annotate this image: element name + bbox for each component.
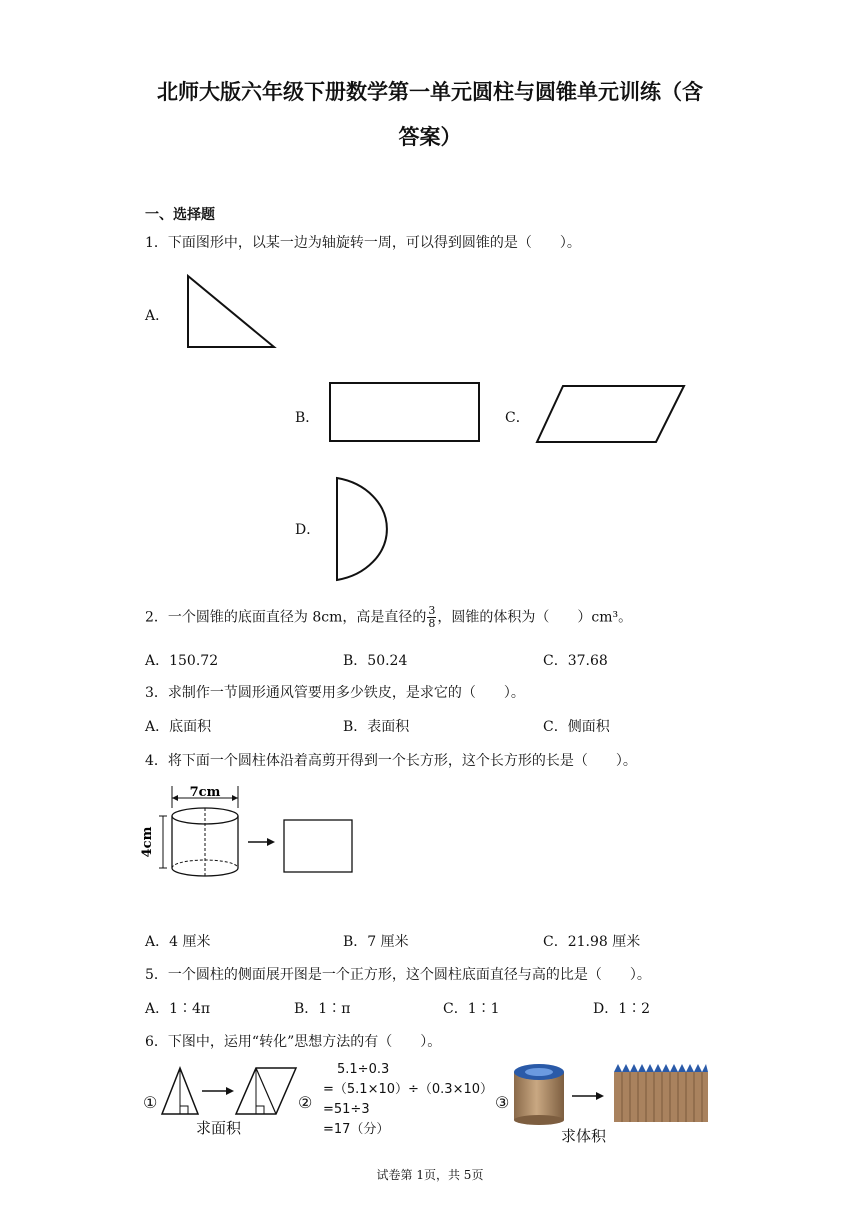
- section-heading: 一、选择题: [145, 207, 215, 223]
- q4-height-label: 4cm: [140, 826, 155, 858]
- q6-marker-2: ②: [298, 1093, 313, 1112]
- q1-right-triangle-figure: [186, 274, 278, 350]
- question-1-text: 1．下面图形中，以某一边为轴旋转一周，可以得到圆锥的是（ ）。: [145, 235, 581, 251]
- page-footer: 试卷第 1页，共 5页: [376, 1168, 484, 1182]
- q6-caption-area: 求面积: [196, 1119, 242, 1137]
- q6-caption-volume: 求体积: [561, 1127, 607, 1145]
- q4-width-label: 7cm: [189, 785, 221, 800]
- q2-fraction-denominator: 8: [428, 617, 436, 630]
- q4-option-a: A．4 厘米: [145, 934, 211, 950]
- q6-cylinder-to-cuboid-figure: [512, 1060, 712, 1126]
- q6-calc-line-1: 5.1÷0.3: [337, 1062, 390, 1077]
- q5-option-b: B．1∶π: [294, 1001, 351, 1017]
- q6-marker-3: ③: [495, 1093, 510, 1112]
- q2-option-a: A．150.72: [145, 653, 219, 669]
- q2-option-c: C．37.68: [543, 653, 608, 669]
- question-2-text: [145, 605, 632, 630]
- q4-option-b: B．7 厘米: [343, 934, 409, 950]
- q1-semicircle-figure: [335, 476, 403, 584]
- question-3-text: 3．求制作一节圆形通风管要用多少铁皮，是求它的（ ）。: [145, 685, 525, 701]
- q6-marker-1: ①: [143, 1093, 158, 1112]
- q1-option-b-label: B．: [295, 410, 320, 426]
- q1-option-d-label: D．: [295, 522, 321, 538]
- question-5-text: 5．一个圆柱的侧面展开图是一个正方形，这个圆柱底面直径与高的比是（ ）。: [145, 967, 651, 983]
- question-6-text: 6．下图中，运用“转化”思想方法的有（ ）。: [145, 1034, 442, 1050]
- q6-triangle-to-parallelogram-figure: [160, 1066, 300, 1118]
- q6-calc-line-2: =（5.1×10）÷（0.3×10）: [323, 1082, 494, 1097]
- question-4-text: 4．将下面一个圆柱体沿着高剪开得到一个长方形，这个长方形的长是（ ）。: [145, 753, 637, 769]
- q1-rectangle-figure: [329, 382, 481, 444]
- q6-calc-line-3: =51÷3: [323, 1102, 370, 1117]
- q5-option-c: C．1∶1: [443, 1001, 500, 1017]
- page-title: 北师大版六年级下册数学第一单元圆柱与圆锥单元训练（含: [157, 80, 703, 104]
- q1-option-c-label: C．: [505, 410, 530, 426]
- q3-option-c: C．侧面积: [543, 719, 610, 735]
- q2-text-before: 2．一个圆锥的底面直径为 8cm，高是直径的: [145, 609, 427, 626]
- q6-calculation-steps: [323, 1060, 493, 1140]
- q1-option-a-label: A．: [145, 308, 170, 324]
- q6-calc-line-4: =17（分）: [323, 1122, 390, 1137]
- q3-option-b: B．表面积: [343, 719, 410, 735]
- q4-cylinder-figure: [140, 780, 365, 880]
- page-title-continued: 答案）: [398, 125, 462, 149]
- q1-parallelogram-figure: [535, 384, 687, 444]
- q2-fraction-numerator: 3: [428, 604, 436, 617]
- q2-option-b: B．50.24: [343, 653, 408, 669]
- q3-option-a: A．底面积: [145, 719, 212, 735]
- q5-option-a: A．1∶4π: [145, 1001, 211, 1017]
- q5-option-d: D．1∶2: [593, 1001, 651, 1017]
- q4-option-c: C．21.98 厘米: [543, 934, 641, 950]
- q2-fraction: [427, 605, 436, 630]
- q2-text-after: ，圆锥的体积为（ ）cm³。: [437, 609, 633, 626]
